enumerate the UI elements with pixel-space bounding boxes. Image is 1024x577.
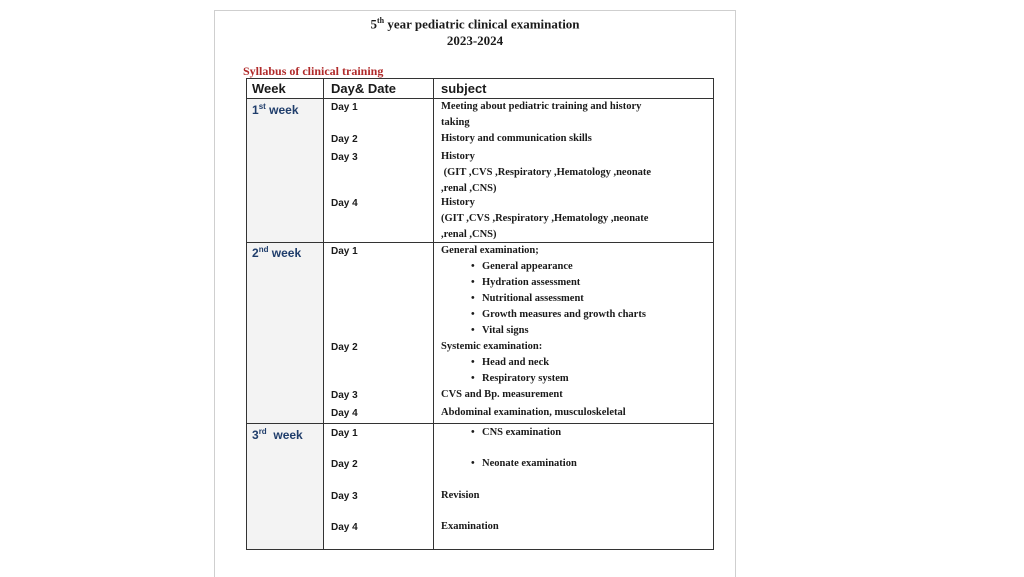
list-item: • General appearance: [482, 259, 573, 275]
day-label: Day 4: [331, 522, 358, 533]
day-label: Day 2: [331, 342, 358, 353]
header-subject: subject: [441, 81, 487, 96]
column-divider: [433, 78, 434, 550]
list-item: • Head and neck: [482, 355, 549, 371]
subject-cell: History and communication skills: [441, 133, 592, 144]
day-label: Day 3: [331, 491, 358, 502]
day-label: Day 3: [331, 152, 358, 163]
week-label-1: 1st week: [252, 102, 299, 117]
table-border: [713, 78, 714, 550]
table-border: [246, 549, 714, 550]
document-title: 5th year pediatric clinical examination: [370, 16, 580, 32]
week-cell-shade: [247, 99, 323, 242]
syllabus-table: [246, 78, 714, 550]
list-item: • Nutritional assessment: [482, 291, 584, 307]
subject-cell: Abdominal examination, musculoskeletal: [441, 407, 626, 418]
day-label: Day 2: [331, 459, 358, 470]
list-item: • CNS examination: [482, 425, 561, 441]
header-week: Week: [252, 81, 286, 96]
subject-cell: Examination: [441, 521, 499, 532]
header-day-date: Day& Date: [331, 81, 397, 96]
week-cell-shade: [247, 243, 323, 423]
subject-cell: History (GIT ,CVS ,Respiratory ,Hematology ,neonate ,renal ,CNS): [441, 197, 649, 240]
day-label: Day 1: [331, 102, 358, 113]
column-divider: [323, 78, 324, 550]
day-label: Day 2: [331, 134, 358, 145]
subject-cell: Systemic examination:: [441, 341, 543, 352]
day-label: Day 1: [331, 428, 358, 439]
list-item: • Hydration assessment: [482, 275, 580, 291]
table-border: [246, 78, 714, 79]
document-page: [214, 10, 736, 577]
subject-cell: Revision: [441, 490, 480, 501]
subject-cell: CVS and Bp. measurement: [441, 389, 563, 400]
week-divider: [246, 423, 714, 424]
list-item: • Growth measures and growth charts: [482, 307, 646, 323]
list-item: • Vital signs: [482, 323, 529, 339]
day-label: Day 1: [331, 246, 358, 257]
week-label-3: 3rd week: [252, 427, 303, 442]
syllabus-heading: Syllabus of clinical training: [243, 64, 384, 78]
day-label: Day 4: [331, 198, 358, 209]
academic-year: 2023-2024: [446, 33, 504, 48]
week-cell-shade: [247, 424, 323, 549]
day-label: Day 4: [331, 408, 358, 419]
week-label-2: 2nd week: [252, 245, 302, 260]
table-border: [246, 78, 247, 550]
list-item: • Neonate examination: [482, 456, 577, 472]
day-label: Day 3: [331, 390, 358, 401]
list-item: • Respiratory system: [482, 371, 569, 387]
subject-cell: History (GIT ,CVS ,Respiratory ,Hematology ,neonate ,renal ,CNS): [441, 151, 652, 194]
subject-cell: Meeting about pediatric training and history taking: [441, 101, 642, 128]
subject-cell: General examination;: [441, 245, 539, 256]
